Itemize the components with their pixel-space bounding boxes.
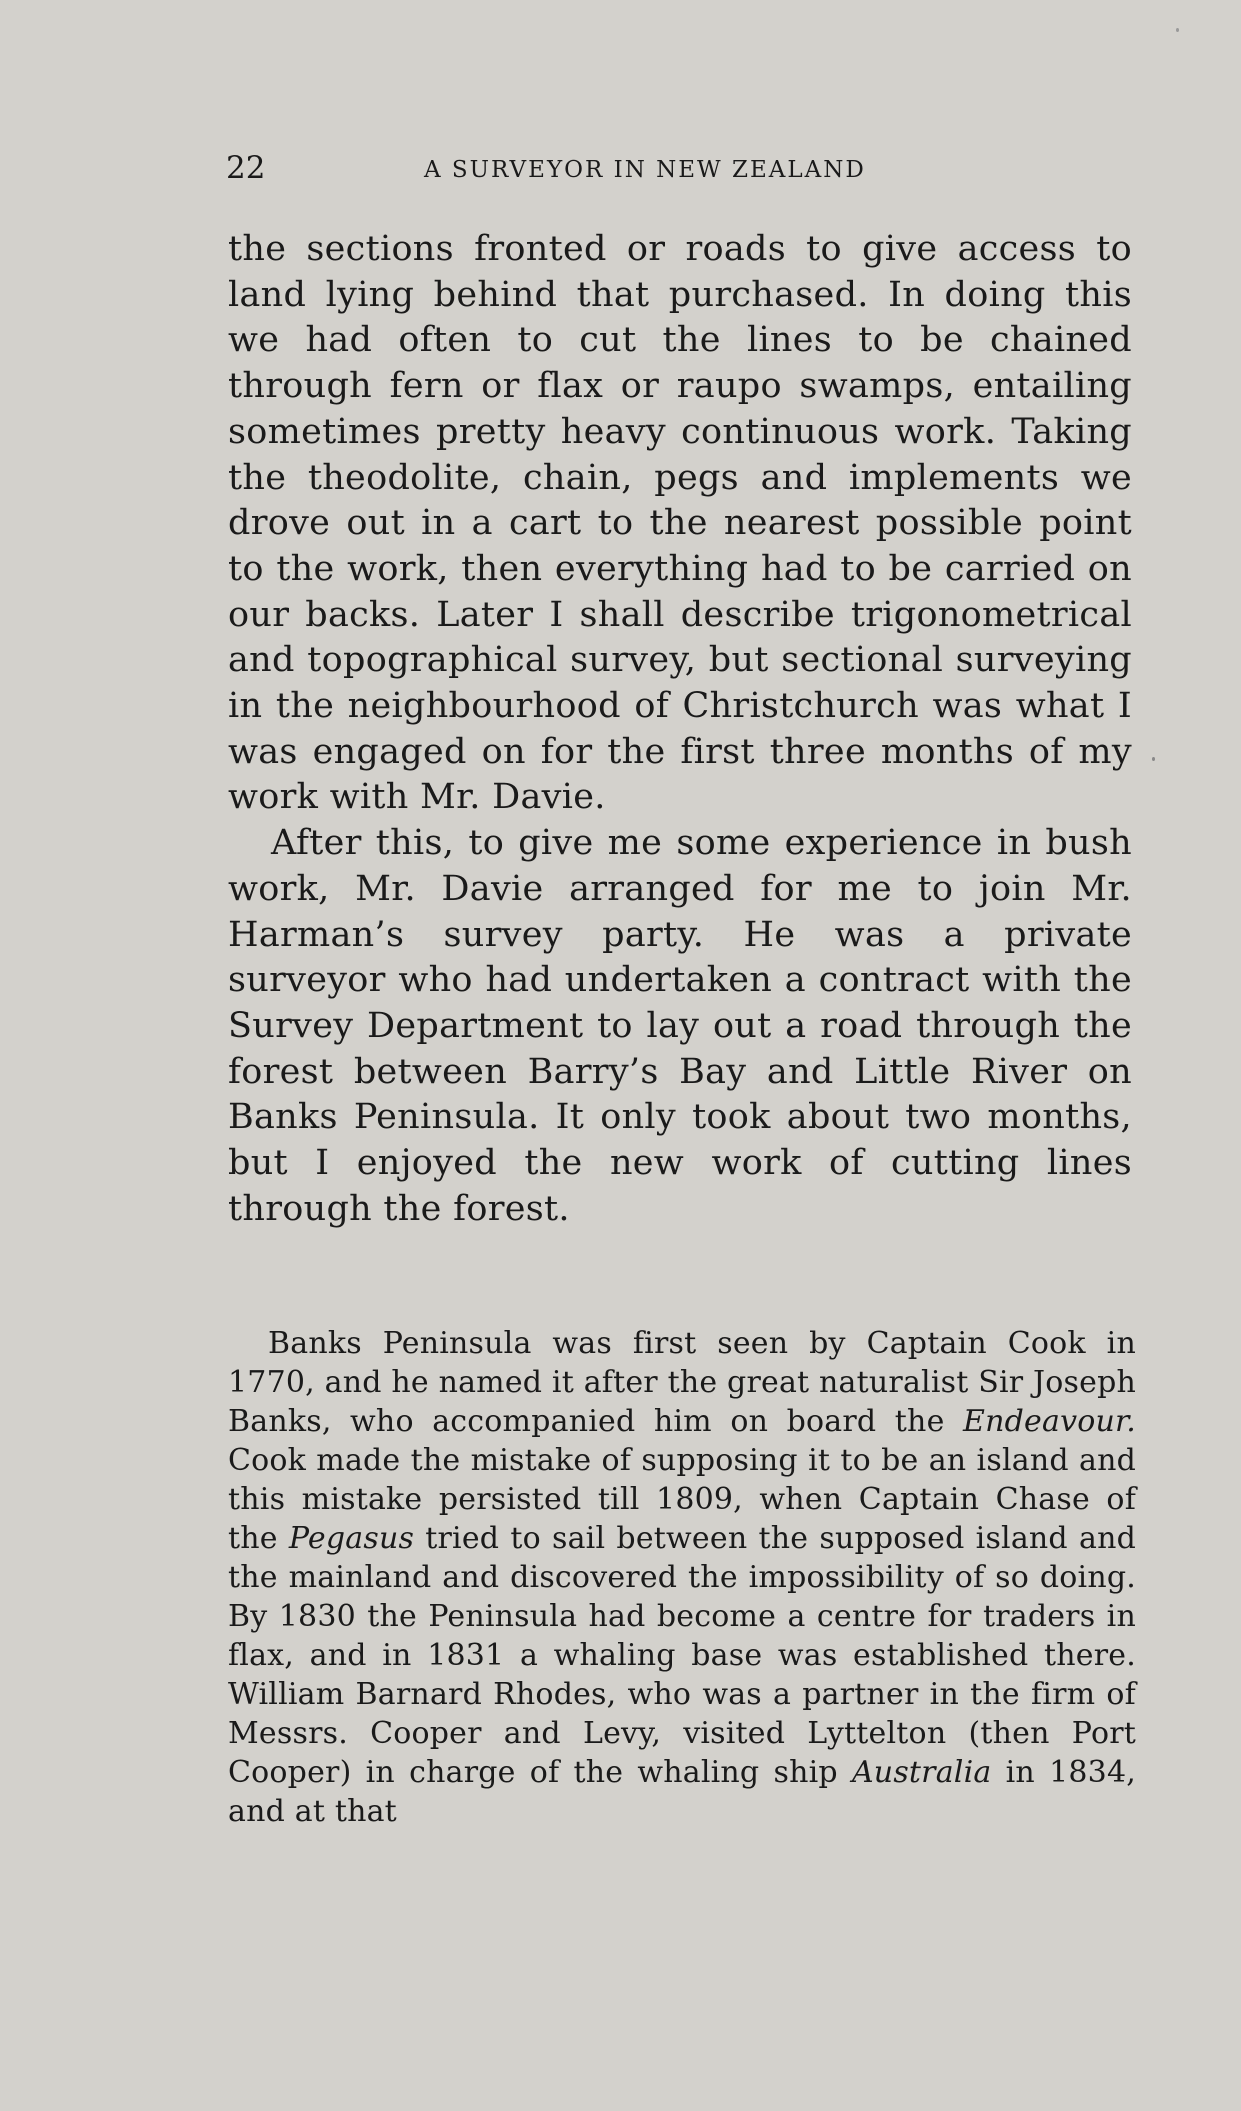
paragraph: the sections fronted or roads to give access to land lying behind that purchased. In doing this we had often to cut the lines to be chained through fern or flax or raupo swamps, entailing sometimes pretty heavy continuous work. Taking the theodolite, chain, pegs and implements we drove out in a cart to the nearest possible point to the work, then everything had to be carried on our backs. Later I shall describe trigonometrical and topographical survey, but sectional surveying in the neighbourhood of Christchurch was what I was engaged on for the first three months of my work with Mr. Davie. <box>228 229 1132 818</box>
note-text-segment: in 1834, and at that <box>228 1755 1136 1829</box>
note-text-segment: tried to sail between the supposed island and the mainland and discovered the impossibility of so doing. By 1830 the Peninsula had become a centre for traders in flax, and in 1831 a whaling base was established there. William Barnard Rhodes, who was a partner in the firm of Messrs. Cooper and Levy, visited Lyttelton (then Port Cooper) in charge of the whaling ship <box>228 1521 1136 1790</box>
paper-speck <box>1152 757 1155 761</box>
paper-speck <box>1176 28 1179 32</box>
ship-name-pegasus: Pegasus <box>288 1521 415 1556</box>
note-text-segment: Cook made the mistake of supposing it to be an island and this mistake persisted till 1809, when Captain Chase of the <box>228 1443 1136 1556</box>
paragraph: After this, to give me some experience in bush work, Mr. Davie arranged for me to join Mr. Harman’s survey party. He was a private surveyor who had undertaken a contract with the Survey Department to lay out a road through the forest between Barry’s Bay and Little River on Banks Peninsula. It only took about two months, but I enjoyed the new work of cutting lines through the forest. <box>228 823 1132 1229</box>
ship-name-endeavour: Endeavour. <box>963 1404 1136 1439</box>
main-text <box>228 227 1132 1232</box>
page-number: 22 <box>226 150 266 186</box>
running-title: A SURVEYOR IN NEW ZEALAND <box>424 157 866 183</box>
page-header <box>226 148 1136 188</box>
note-paragraph <box>228 1324 1136 1831</box>
ship-name-australia: Australia <box>851 1755 992 1790</box>
note-text-segment: Banks Peninsula was first seen by Captain Cook in 1770, and he named it after the great naturalist Sir Joseph Banks, who accompanied him on board the <box>228 1326 1137 1439</box>
note-text <box>228 1324 1136 1831</box>
